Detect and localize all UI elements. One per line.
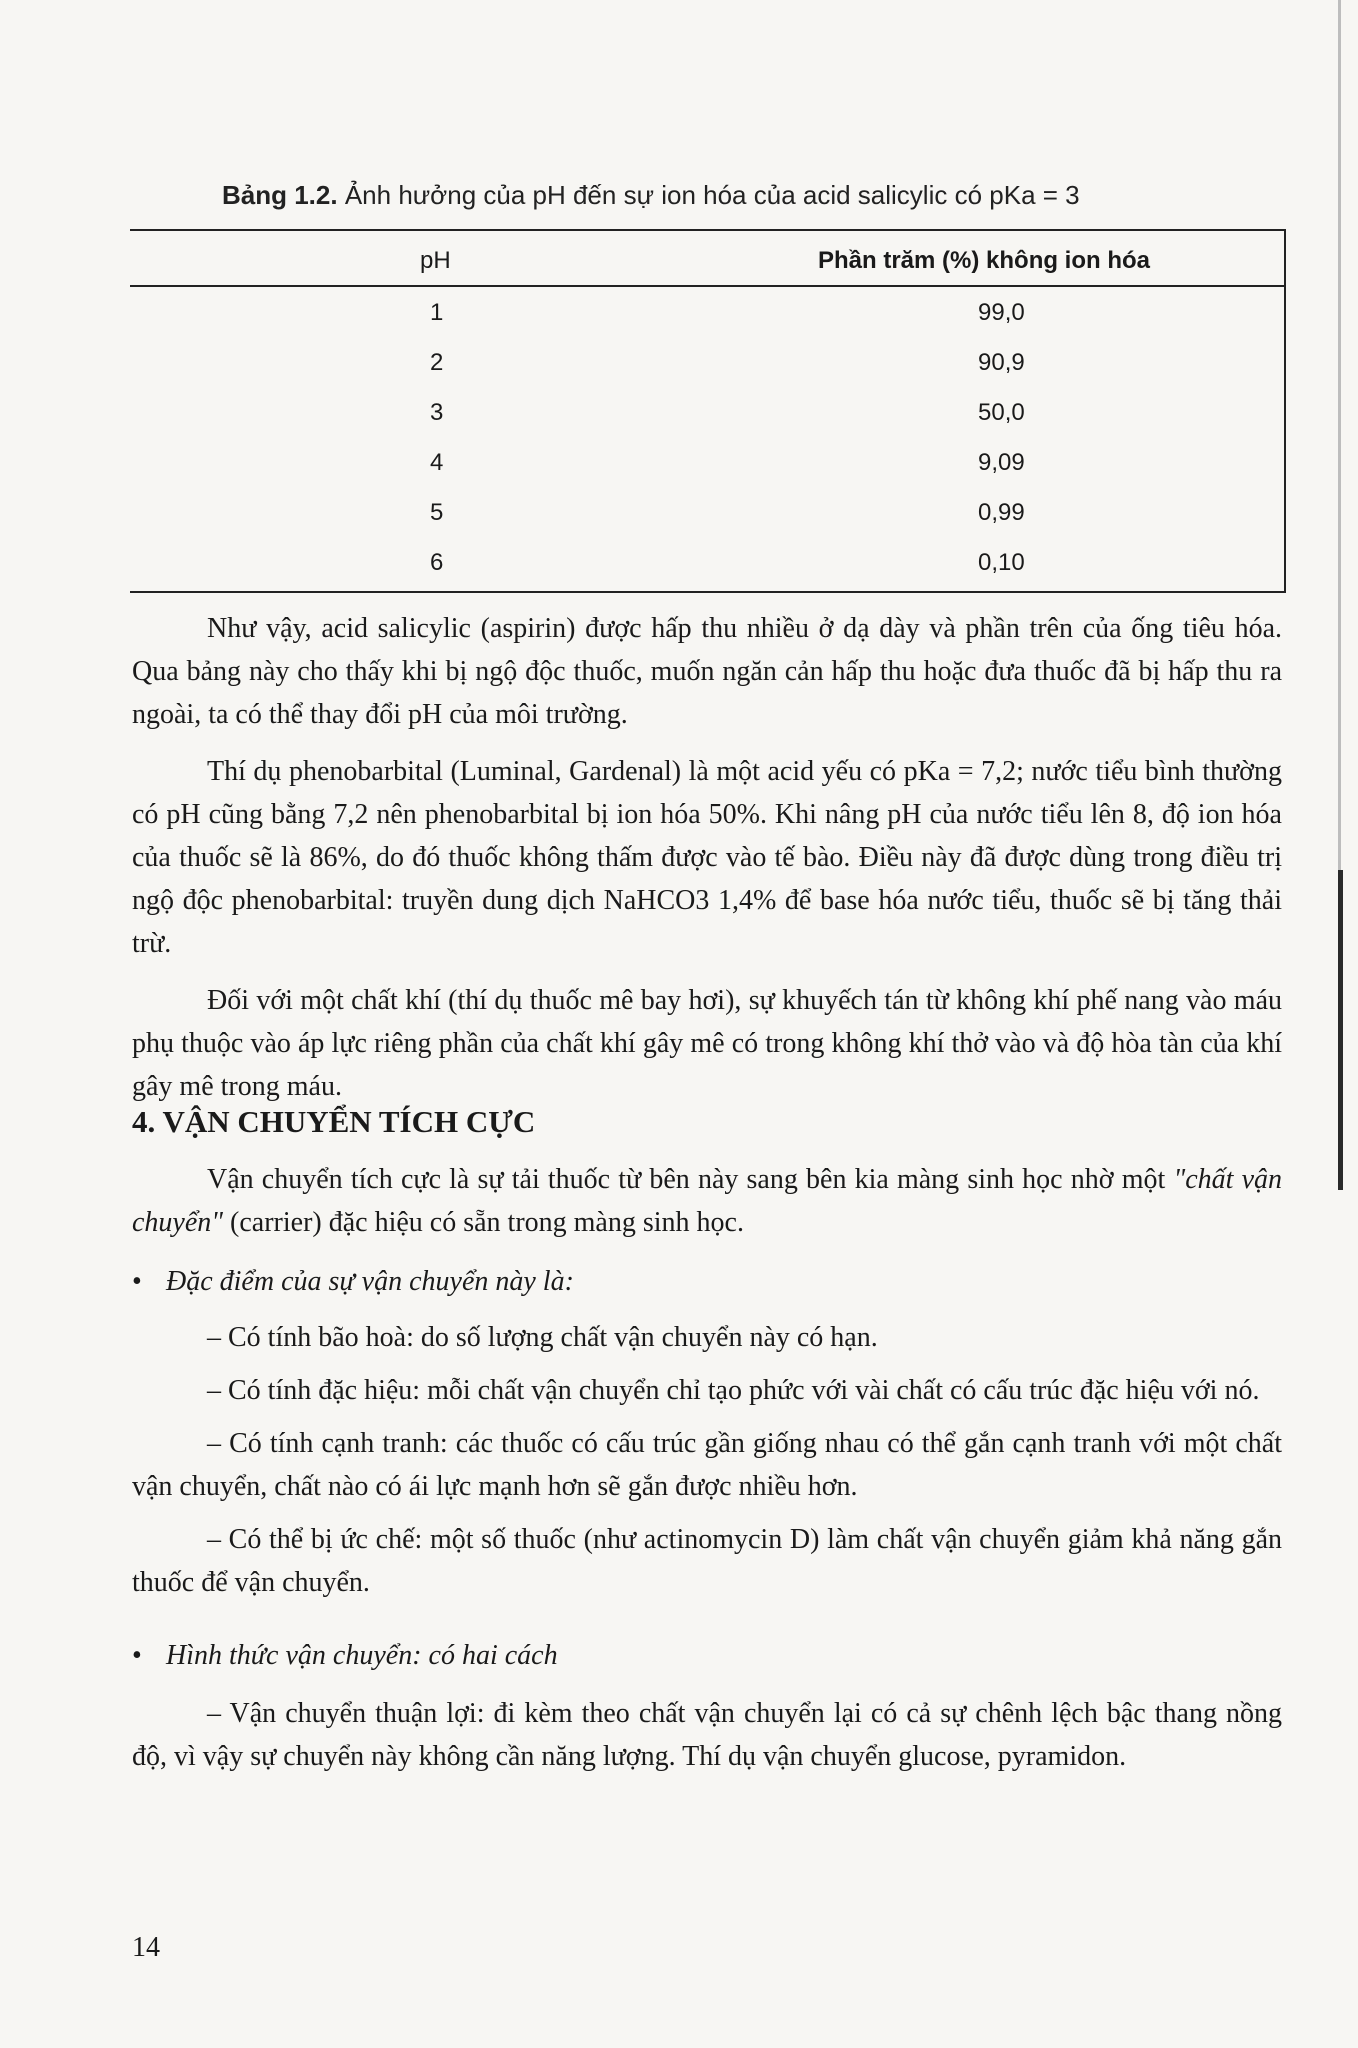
column-header-ph: pH	[420, 247, 451, 274]
feature-item: – Có tính đặc hiệu: mỗi chất vận chuyển chỉ tạo phức với vài chất có cấu trúc đặc hiệu với nó.	[207, 1375, 1260, 1406]
bullet-forms	[132, 1640, 558, 1672]
page-edge-shadow	[1338, 870, 1343, 1190]
cell-percent: 9,09	[978, 449, 1025, 476]
cell-percent: 90,9	[978, 349, 1025, 376]
cell-ph: 2	[430, 349, 444, 376]
cell-percent: 99,0	[978, 299, 1025, 326]
cell-percent: 50,0	[978, 399, 1025, 426]
intro-suffix: (carrier) đặc hiệu có sẵn trong màng sinh học.	[230, 1207, 744, 1238]
feature-item: – Có tính bão hoà: do số lượng chất vận chuyển này có hạn.	[207, 1322, 878, 1353]
bullet-characteristics	[132, 1266, 574, 1298]
table-row	[130, 349, 1284, 399]
table-row	[130, 299, 1284, 349]
cell-percent: 0,10	[978, 549, 1025, 576]
bullet-forms-label: Hình thức vận chuyển: có hai cách	[166, 1640, 558, 1671]
cell-ph: 1	[430, 299, 444, 326]
table-row	[130, 499, 1284, 549]
cell-percent: 0,99	[978, 499, 1025, 526]
feature-item: – Có tính cạnh tranh: các thuốc có cấu trúc gần giống nhau có thể gắn cạnh tranh với một chất vận chuyển, chất nào có ái lực mạnh hơn sẽ gắn được nhiều hơn.	[132, 1428, 1282, 1502]
column-header-percent: Phần trăm (%) không ion hóa	[818, 247, 1151, 274]
table-caption	[222, 180, 1080, 211]
paragraph-phenobarbital: Thí dụ phenobarbital (Luminal, Gardenal) là một acid yếu có pKa = 7,2; nước tiểu bình thường có pH cũng bằng 7,2 nên phenobarbital bị ion hóa 50%. Khi nâng pH của nước tiểu lên 8, độ ion hóa của thuốc sẽ là 86%, do đó thuốc không thấm được vào tế bào. Điều này đã được dùng trong điều trị ngộ độc phenobarbital: truyền dung dịch NaHCO3 1,4% để base hóa nước tiểu, thuốc sẽ bị tăng thải trừ.	[132, 756, 1282, 959]
forms-list	[132, 1692, 1282, 1788]
page-number: 14	[132, 1932, 160, 1963]
cell-ph: 3	[430, 399, 444, 426]
table-row	[130, 449, 1284, 499]
ph-ionization-table	[130, 229, 1286, 593]
bullet-characteristics-label: Đặc điểm của sự vận chuyển này là:	[166, 1266, 574, 1297]
table-caption-label: Bảng 1.2.	[222, 180, 338, 210]
paragraph-gas: Đối với một chất khí (thí dụ thuốc mê bay hơi), sự khuyếch tán từ không khí phế nang vào máu phụ thuộc vào áp lực riêng phần của chất khí gây mê có trong không khí thở vào và độ hòa tàn của khí gây mê trong máu.	[132, 985, 1282, 1102]
bullet-dot-icon: •	[132, 1266, 142, 1297]
features-list	[132, 1316, 1282, 1614]
intro-italic-term: "chất vận chuyển"	[132, 1164, 1283, 1238]
feature-item: – Có thể bị ức chế: một số thuốc (như actinomycin D) làm chất vận chuyển giảm khả năng gắn thuốc để vận chuyển.	[132, 1524, 1282, 1598]
table-row	[130, 399, 1284, 449]
paragraph-salicylic: Như vậy, acid salicylic (aspirin) được hấp thu nhiều ở dạ dày và phần trên của ống tiêu hóa. Qua bảng này cho thấy khi bị ngộ độc thuốc, muốn ngăn cản hấp thu hoặc đưa thuốc đã bị hấp thu ra ngoài, ta có thể thay đổi pH của môi trường.	[132, 613, 1282, 730]
cell-ph: 6	[430, 549, 444, 576]
intro-prefix: Vận chuyển tích cực là sự tải thuốc từ bên này sang bên kia màng sinh học nhờ một	[207, 1164, 1166, 1195]
bullet-dot-icon: •	[132, 1640, 142, 1671]
form-item: – Vận chuyển thuận lợi: đi kèm theo chất vận chuyển lại có cả sự chênh lệch bậc thang nồng độ, vì vậy sự chuyển này không cần năng lượng. Thí dụ vận chuyển glucose, pyramidon.	[132, 1698, 1282, 1772]
table-row	[130, 549, 1284, 599]
cell-ph: 4	[430, 449, 444, 476]
intro-paragraph	[132, 1158, 1282, 1244]
body-paragraphs	[132, 607, 1282, 1122]
section-intro	[132, 1158, 1282, 1244]
cell-ph: 5	[430, 499, 444, 526]
section-heading: 4. VẬN CHUYỂN TÍCH CỰC	[132, 1104, 536, 1139]
table-header-row	[130, 231, 1284, 287]
table-caption-text: Ảnh hưởng của pH đến sự ion hóa của acid salicylic có pKa = 3	[344, 180, 1080, 210]
